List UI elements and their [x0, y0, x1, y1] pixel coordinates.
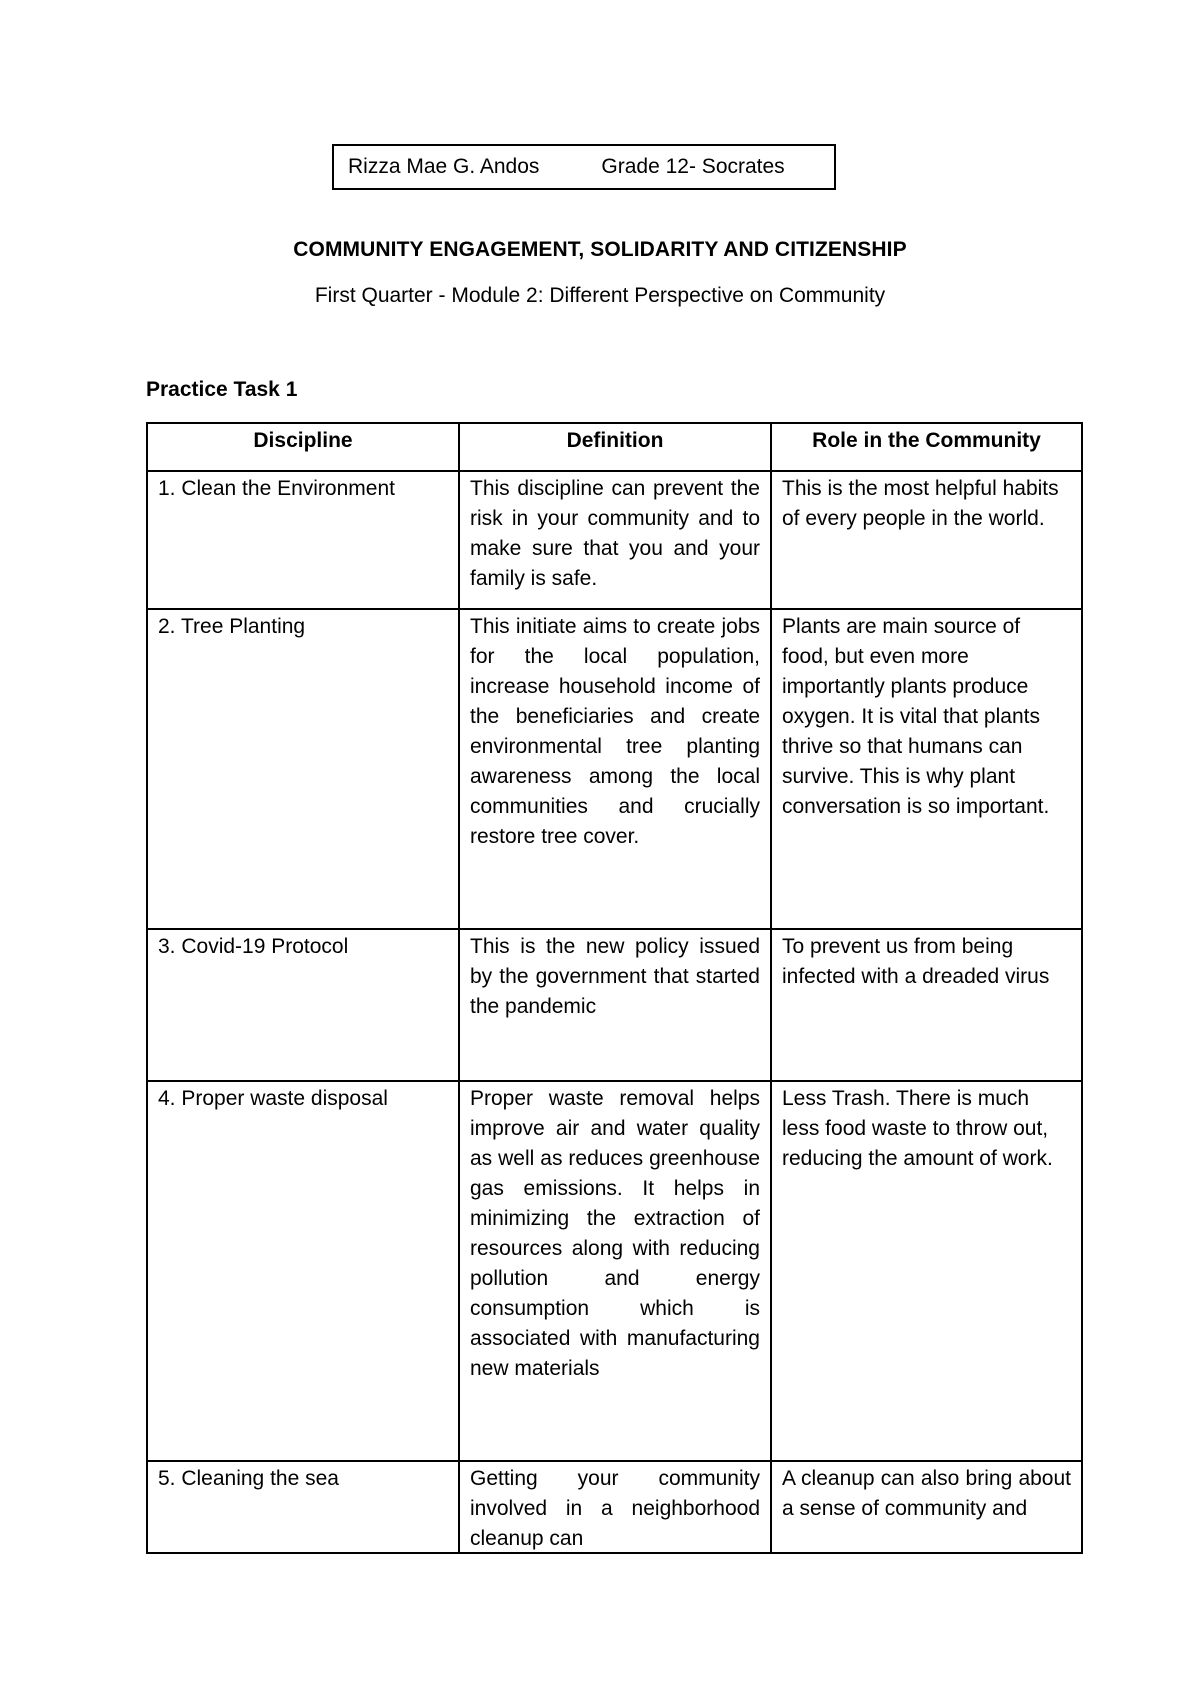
- role-text: A cleanup can also bring about a sense of community and: [782, 1467, 1071, 1520]
- table-row: [147, 1461, 1082, 1553]
- document-title: COMMUNITY ENGAGEMENT, SOLIDARITY AND CITIZENSHIP: [293, 238, 907, 261]
- discipline-text: 5. Cleaning the sea: [158, 1467, 339, 1490]
- column-header-role: Role in the Community: [771, 423, 1082, 471]
- discipline-cell: 3. Covid-19 Protocol: [147, 929, 459, 1081]
- student-name: Rizza Mae G. Andos: [348, 155, 540, 178]
- table-row: [147, 929, 1082, 1081]
- role-cell: [771, 1461, 1082, 1553]
- definition-cell: [459, 1461, 771, 1553]
- column-header-discipline: Discipline: [147, 423, 459, 471]
- table-row: [147, 1081, 1082, 1461]
- definition-cell: This initiate aims to create jobs for the local population, increase household income of the beneficiaries and create environmental tree planting awareness among the local communities and crucially restore tree cover.: [459, 609, 771, 929]
- table-header-row: [147, 423, 1082, 471]
- table-row: [147, 609, 1082, 929]
- discipline-cell: [147, 1461, 459, 1553]
- table-row: [147, 471, 1082, 609]
- definition-cell: Proper waste removal helps improve air and water quality as well as reduces greenhouse gas emissions. It helps in minimizing the extraction of resources along with reducing pollution and energy consumption which is associated with manufacturing new materials: [459, 1081, 771, 1461]
- document-subtitle: First Quarter - Module 2: Different Perspective on Community: [314, 284, 886, 307]
- discipline-cell: 1. Clean the Environment: [147, 471, 459, 609]
- column-header-definition: Definition: [459, 423, 771, 471]
- role-cell: To prevent us from being infected with a dreaded virus: [771, 929, 1082, 1081]
- role-cell: This is the most helpful habits of every people in the world.: [771, 471, 1082, 609]
- discipline-cell: 4. Proper waste disposal: [147, 1081, 459, 1461]
- discipline-cell: 2. Tree Planting: [147, 609, 459, 929]
- role-cell: Less Trash. There is much less food waste to throw out, reducing the amount of work.: [771, 1081, 1082, 1461]
- definition-cell: This discipline can prevent the risk in your community and to make sure that you and your family is safe.: [459, 471, 771, 609]
- role-cell: Plants are main source of food, but even more importantly plants produce oxygen. It is vital that plants thrive so that humans can survive. This is why plant conversation is so important.: [771, 609, 1082, 929]
- definition-cell: This is the new policy issued by the government that started the pandemic: [459, 929, 771, 1081]
- task-heading: Practice Task 1: [146, 378, 298, 401]
- grade-section: Grade 12- Socrates: [601, 155, 785, 178]
- definition-text: Getting your community involved in a neighborhood cleanup can: [470, 1467, 760, 1550]
- practice-task-table: [146, 422, 1083, 1554]
- student-info-box: [332, 144, 836, 190]
